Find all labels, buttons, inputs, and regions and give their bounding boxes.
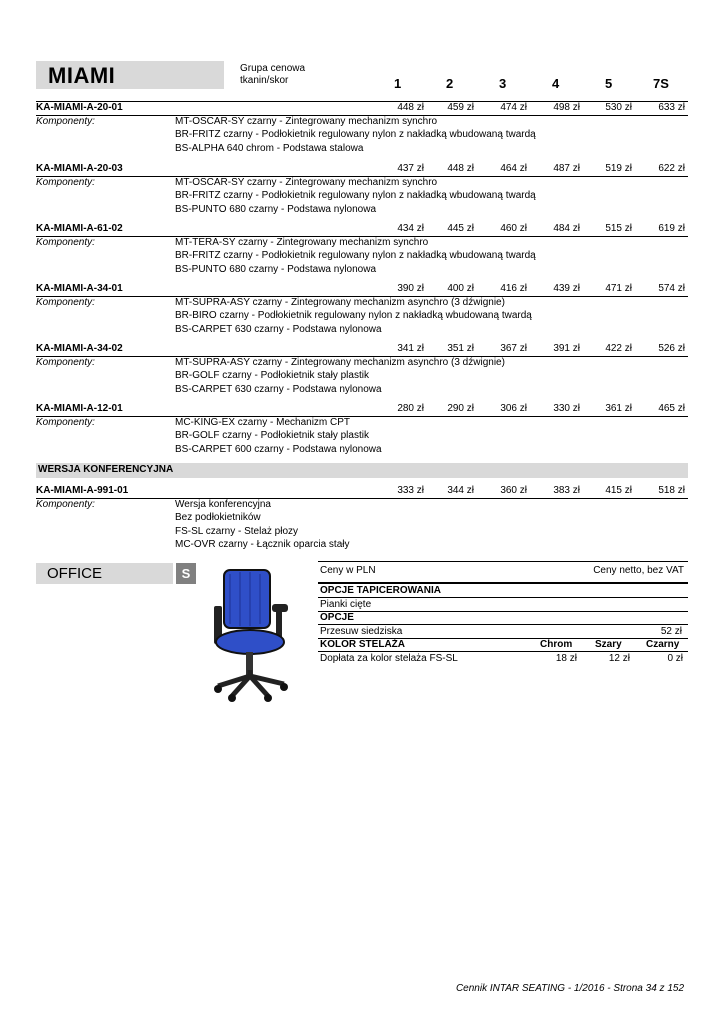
surcharge-czarny: 0 zł [667, 653, 683, 664]
options-rule [318, 651, 688, 652]
product-price: 448 zł [397, 102, 424, 113]
row-divider [36, 498, 688, 499]
product-price: 465 zł [658, 403, 685, 414]
component-line: BS-CARPET 600 czarny - Podstawa nylonowa [175, 443, 382, 455]
col-header-4: 4 [552, 76, 560, 91]
currency-note: Ceny w PLN [320, 565, 376, 576]
chair-backrest [224, 570, 270, 628]
row-divider [36, 416, 688, 417]
product-code: KA-MIAMI-A-61-02 [36, 223, 123, 234]
upholstery-options-title: OPCJE TAPICEROWANIA [320, 585, 441, 596]
product-code: KA-MIAMI-A-20-03 [36, 163, 123, 174]
component-line: MC-OVR czarny - Łącznik oparcia stały [175, 538, 350, 550]
product-price: 464 zł [500, 163, 527, 174]
component-line: BR-FRITZ czarny - Podłokietnik regulowany nylon z nakładką wbudowaną twardą [175, 190, 536, 202]
price-group-line1: Grupa cenowa [240, 63, 306, 74]
product-price: 526 zł [658, 343, 685, 354]
product-code: KA-MIAMI-A-34-02 [36, 343, 123, 354]
product-price: 437 zł [397, 163, 424, 174]
product-price: 391 zł [553, 343, 580, 354]
product-price: 400 zł [447, 283, 474, 294]
product-price: 518 zł [658, 485, 685, 496]
seat-slide-option: Przesuw siedziska [320, 626, 403, 637]
product-price: 474 zł [500, 102, 527, 113]
product-code: KA-MIAMI-A-20-01 [36, 102, 123, 113]
product-price: 367 zł [500, 343, 527, 354]
product-price: 487 zł [553, 163, 580, 174]
component-line: BS-ALPHA 640 chrom - Podstawa stalowa [175, 142, 364, 154]
product-price: 439 zł [553, 283, 580, 294]
product-price: 515 zł [605, 223, 632, 234]
price-group-label [240, 63, 305, 87]
options-title: OPCJE [320, 612, 354, 623]
components-label: Komponenty: [36, 297, 95, 308]
options-rule [318, 611, 688, 612]
product-price: 619 zł [658, 223, 685, 234]
components-label: Komponenty: [36, 499, 95, 510]
product-price: 306 zł [500, 403, 527, 414]
product-price: 341 zł [397, 343, 424, 354]
product-code: KA-MIAMI-A-991-01 [36, 485, 129, 496]
col-header-3: 3 [499, 76, 507, 91]
component-line: BR-BIRO czarny - Podłokietnik regulowany nylon z nakładką wbudowaną twardą [175, 310, 532, 322]
product-price: 484 zł [553, 223, 580, 234]
office-label: OFFICE [47, 565, 102, 582]
product-price: 471 zł [605, 283, 632, 294]
product-price: 330 zł [553, 403, 580, 414]
components-label: Komponenty: [36, 417, 95, 428]
product-price: 633 zł [658, 102, 685, 113]
component-line: BR-GOLF czarny - Podłokietnik stały plastik [175, 370, 369, 382]
component-line: MT-OSCAR-SY czarny - Zintegrowany mechanizm synchro [175, 116, 438, 127]
product-price: 416 zł [500, 283, 527, 294]
page-footer: Cennik INTAR SEATING - 1/2016 - Strona 34 z 152 [455, 983, 684, 994]
chair-image [210, 566, 300, 702]
product-price: 434 zł [397, 223, 424, 234]
components-label: Komponenty: [36, 237, 95, 248]
product-price: 390 zł [397, 283, 424, 294]
product-price: 351 zł [447, 343, 474, 354]
product-price: 519 zł [605, 163, 632, 174]
component-line: MT-SUPRA-ASY czarny - Zintegrowany mechanizm asynchro (3 dźwignie) [175, 357, 505, 368]
component-line: FS-SL czarny - Stelaż płozy [175, 525, 299, 537]
component-line: BS-CARPET 630 czarny - Podstawa nylonowa [175, 323, 382, 335]
product-price: 361 zł [605, 403, 632, 414]
product-price: 383 zł [553, 485, 580, 496]
component-line: BR-FRITZ czarny - Podłokietnik regulowany nylon z nakładką wbudowaną twardą [175, 250, 536, 262]
price-group-line2: tkanin/skor [240, 75, 289, 86]
options-rule [318, 597, 688, 598]
component-line: MT-TERA-SY czarny - Zintegrowany mechanizm synchro [175, 237, 429, 248]
component-line: MT-OSCAR-SY czarny - Zintegrowany mechanizm synchro [175, 177, 438, 188]
col-header-5: 5 [605, 76, 613, 91]
components-label: Komponenty: [36, 116, 95, 127]
foam-option: Pianki cięte [320, 599, 372, 610]
product-price: 333 zł [397, 485, 424, 496]
col-szary: Szary [595, 639, 622, 650]
component-line: BR-GOLF czarny - Podłokietnik stały plastik [175, 430, 369, 442]
surcharge-szary: 12 zł [608, 653, 630, 664]
product-price: 448 zł [447, 163, 474, 174]
vat-note: Ceny netto, bez VAT [593, 565, 684, 576]
product-price: 460 zł [500, 223, 527, 234]
product-price: 360 zł [500, 485, 527, 496]
frame-color-title: KOLOR STELAŻA [320, 639, 405, 650]
surcharge-chrom: 18 zł [555, 653, 577, 664]
components-label: Komponenty: [36, 177, 95, 188]
options-top-line [318, 561, 688, 562]
frame-surcharge-label: Dopłata za kolor stelaża FS-SL [320, 653, 458, 664]
product-price: 280 zł [397, 403, 424, 414]
seat-slide-price: 52 zł [660, 626, 682, 637]
options-rule [318, 624, 688, 625]
col-chrom: Chrom [540, 639, 573, 650]
product-price: 445 zł [447, 223, 474, 234]
component-line: BS-PUNTO 680 czarny - Podstawa nylonowa [175, 203, 377, 215]
page-title: MIAMI [48, 63, 116, 88]
product-code: KA-MIAMI-A-34-01 [36, 283, 123, 294]
product-price: 290 zł [447, 403, 474, 414]
product-price: 622 zł [658, 163, 685, 174]
col-header-2: 2 [446, 76, 454, 91]
component-line: BS-CARPET 630 czarny - Podstawa nylonowa [175, 383, 382, 395]
component-line: BR-FRITZ czarny - Podłokietnik regulowany nylon z nakładką wbudowaną twardą [175, 129, 536, 141]
product-price: 415 zł [605, 485, 632, 496]
product-price: 344 zł [447, 485, 474, 496]
components-label: Komponenty: [36, 357, 95, 368]
component-line: MT-SUPRA-ASY czarny - Zintegrowany mechanizm asynchro (3 dźwignie) [175, 297, 505, 308]
product-price: 459 zł [447, 102, 474, 113]
col-header-1: 1 [394, 76, 402, 91]
component-line: BS-PUNTO 680 czarny - Podstawa nylonowa [175, 263, 377, 275]
product-price: 574 zł [658, 283, 685, 294]
options-divider [318, 582, 688, 584]
col-czarny: Czarny [646, 639, 680, 650]
product-price: 498 zł [553, 102, 580, 113]
product-price: 422 zł [605, 343, 632, 354]
component-line: MC-KING-EX czarny - Mechanizm CPT [175, 417, 351, 428]
product-price: 530 zł [605, 102, 632, 113]
col-header-7s: 7S [653, 76, 669, 91]
product-code: KA-MIAMI-A-12-01 [36, 403, 123, 414]
section-title: WERSJA KONFERENCYJNA [38, 464, 174, 475]
chair-seat [216, 630, 284, 654]
component-line: Wersja konferencyjna [175, 499, 271, 510]
series-badge: S [176, 563, 196, 584]
component-line: Bez podłokietników [175, 512, 261, 524]
